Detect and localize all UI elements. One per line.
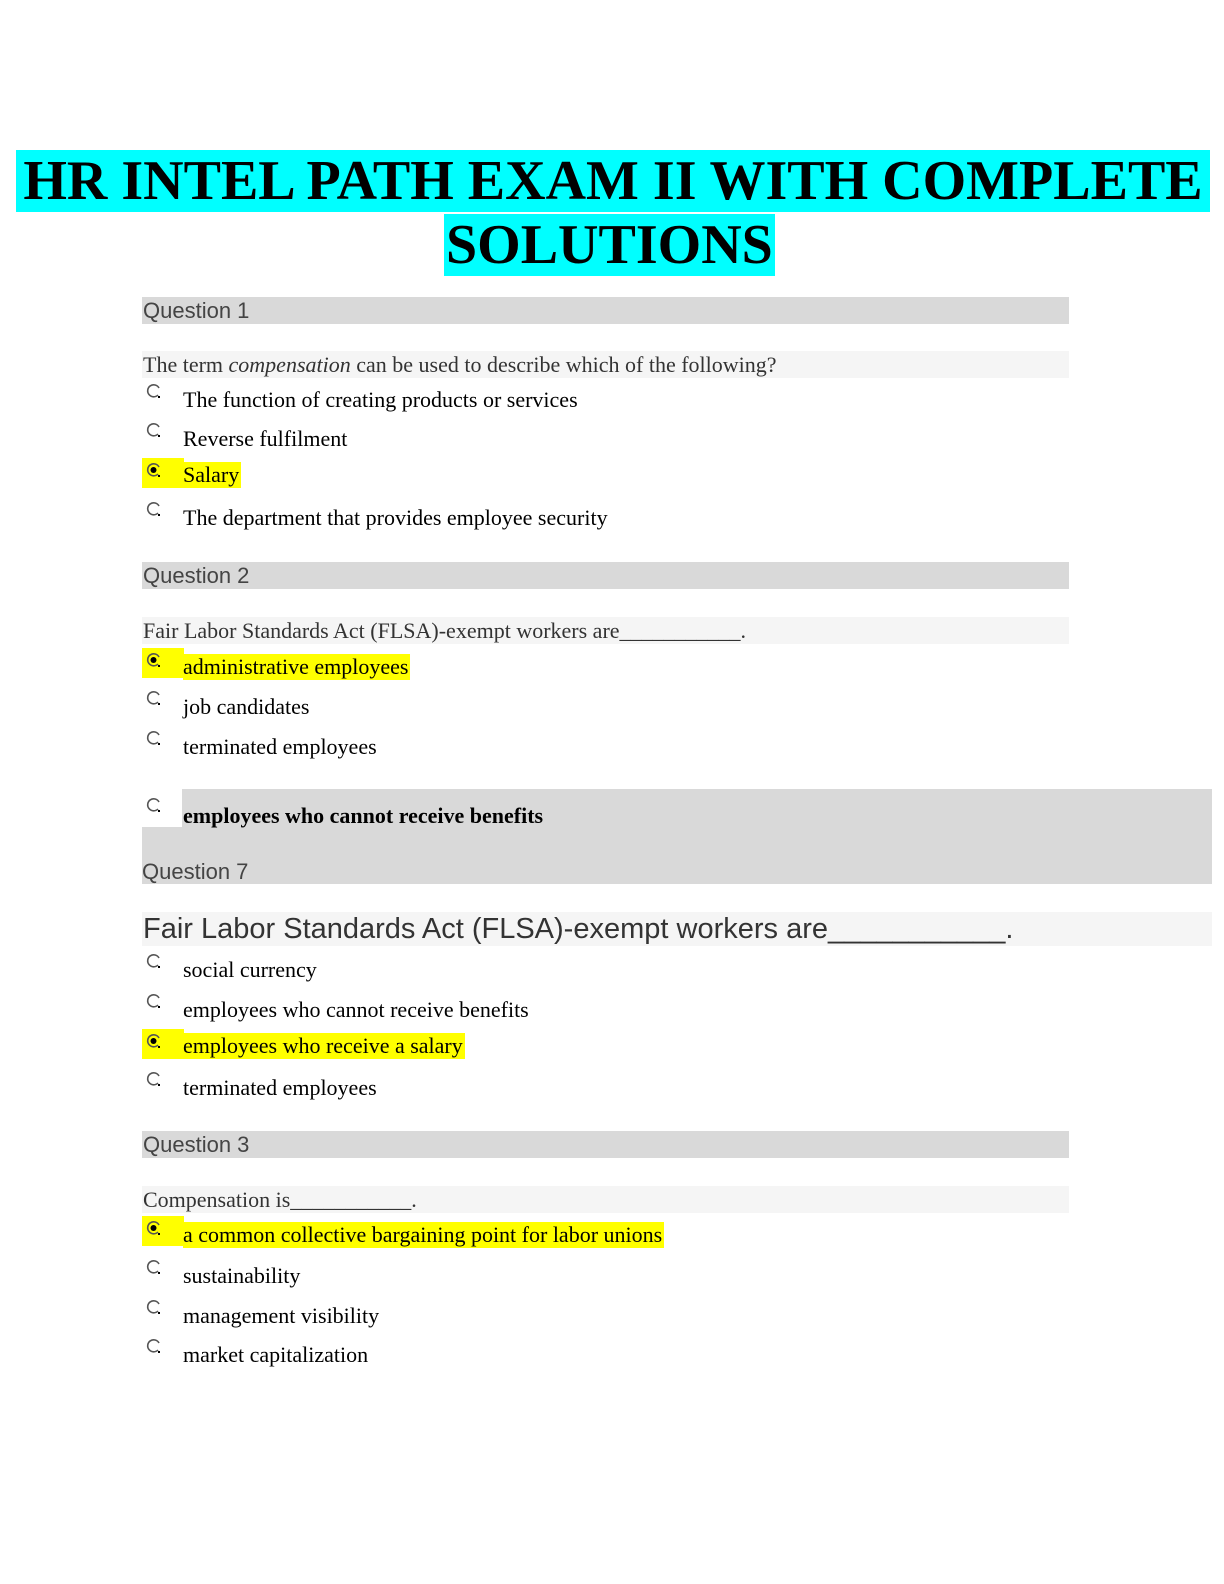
radio-unselected-icon[interactable] xyxy=(146,1071,162,1087)
document-title-line-2: SOLUTIONS xyxy=(446,214,773,276)
answer-label: Reverse fulfilment xyxy=(183,426,348,451)
radio-unselected-icon[interactable] xyxy=(146,797,162,813)
answer-label: administrative employees xyxy=(183,654,409,679)
prompt-emphasis: compensation xyxy=(228,352,351,377)
question-header: Question 1 xyxy=(142,297,1069,324)
answer-label: sustainability xyxy=(183,1263,301,1288)
radio-selected-icon[interactable] xyxy=(146,1220,162,1236)
answer-label: social currency xyxy=(183,957,317,982)
radio-unselected-icon[interactable] xyxy=(146,501,162,517)
radio-selected-icon[interactable] xyxy=(146,1033,162,1049)
radio-selected-icon[interactable] xyxy=(146,462,162,478)
prompt-text: can be used to describe which of the following? xyxy=(350,352,777,377)
question-prompt: Compensation is___________. xyxy=(142,1186,1069,1213)
answer-label: employees who cannot receive benefits xyxy=(183,803,544,828)
document-title-line-1: HR INTEL PATH EXAM II WITH COMPLETE xyxy=(16,150,1210,212)
answer-label: job candidates xyxy=(183,694,310,719)
answer-label: a common collective bargaining point for labor unions xyxy=(183,1222,663,1247)
prompt-text: The term xyxy=(143,352,229,377)
question-prompt: Fair Labor Standards Act (FLSA)-exempt workers are___________. xyxy=(142,617,1069,644)
answer-label: Salary xyxy=(183,462,240,487)
answer-label: terminated employees xyxy=(183,1075,377,1100)
answer-label: The department that provides employee security xyxy=(183,505,608,530)
answer-label: terminated employees xyxy=(183,734,377,759)
question-header: Question 2 xyxy=(142,562,1069,589)
answer-label: The function of creating products or services xyxy=(183,387,578,412)
question-header: Question 3 xyxy=(142,1131,1069,1158)
answer-label: employees who cannot receive benefits xyxy=(183,997,529,1022)
radio-unselected-icon[interactable] xyxy=(146,1259,162,1275)
answer-label: management visibility xyxy=(183,1303,380,1328)
radio-unselected-icon[interactable] xyxy=(146,690,162,706)
radio-unselected-icon[interactable] xyxy=(146,993,162,1009)
question-header: Question 7 xyxy=(142,859,249,884)
answer-label: market capitalization xyxy=(183,1342,369,1367)
question-prompt xyxy=(142,351,1069,378)
radio-selected-icon[interactable] xyxy=(146,652,162,668)
radio-unselected-icon[interactable] xyxy=(146,1338,162,1354)
answer-label: employees who receive a salary xyxy=(183,1033,463,1058)
radio-unselected-icon[interactable] xyxy=(146,422,162,438)
radio-unselected-icon[interactable] xyxy=(146,730,162,746)
radio-unselected-icon[interactable] xyxy=(146,383,162,399)
question-prompt: Fair Labor Standards Act (FLSA)-exempt workers are___________. xyxy=(142,912,1212,946)
radio-unselected-icon[interactable] xyxy=(146,1299,162,1315)
radio-unselected-icon[interactable] xyxy=(146,953,162,969)
